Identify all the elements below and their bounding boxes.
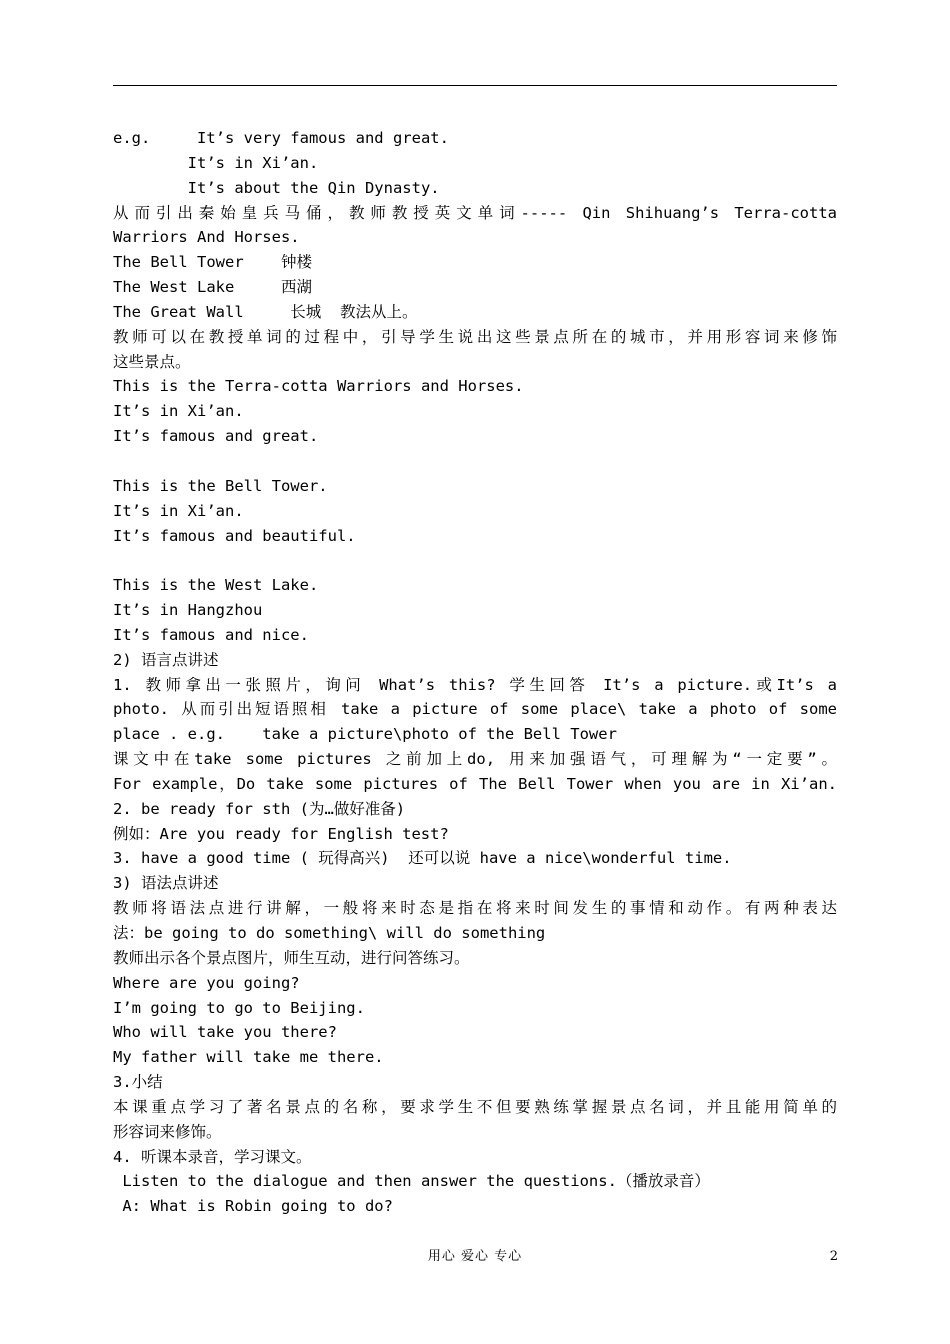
text-line: 3. have a good time ( 玩得高兴) 还可以说 have a nice\wonderful time. [113,849,732,868]
text-line: It’s famous and beautiful. [113,526,356,545]
text-line: The Great Wall 长城 教法从上。 [113,302,418,321]
text-line: place . e.g. take a picture\photo of the Bell Tower [113,725,617,744]
text-line: It’s in Xi’an. [113,402,244,421]
text-line: A: What is Robin going to do? [113,1197,393,1216]
text-line: photo. 从而引出短语照相 take a picture of some place\ take a photo of some [113,700,837,719]
text-line: 课文中在take some pictures 之前加上do, 用来加强语气，可理解为“一定要”。 [113,750,837,769]
text-line: Where are you going? [113,973,300,992]
text-line: 教师可以在教授单词的过程中，引导学生说出这些景点所在的城市，并用形容词来修饰 [113,327,837,346]
text-line: It’s famous and nice. [113,625,309,644]
text-line: I’m going to go to Beijing. [113,998,365,1017]
text-line: This is the Terra-cotta Warriors and Horses. [113,377,524,396]
text-line: The West Lake 西湖 [113,278,312,297]
text-line: e.g. It’s very famous and great. [113,129,449,147]
header-rule [113,85,837,86]
text-line: Listen to the dialogue and then answer the questions.（播放录音） [113,1172,710,1191]
text-line: 形容词来修饰。 [113,1122,222,1141]
footer-motto: 用心 爱心 专心 [427,1249,523,1264]
text-line: 教师将语法点进行讲解，一般将来时态是指在将来时间发生的事情和动作。有两种表达 [113,899,837,918]
text-line: 例如：Are you ready for English test? [113,824,449,843]
text-line: 2. be ready for sth (为…做好准备) [113,799,406,818]
text-line: 教师出示各个景点图片，师生互动，进行问答练习。 [113,948,470,967]
section-heading: 2) 语言点讲述 [113,650,219,669]
text-line: It’s in Xi’an. [113,501,244,520]
text-line: 法：be going to do something\ will do something [113,924,546,942]
section-heading: 3.小结 [113,1073,163,1092]
text-line: 这些景点。 [113,352,191,371]
text-line: 从而引出秦始皇兵马俑，教师教授英文单词----- Qin Shihuang’s Terra-cotta [113,203,837,222]
text-line: It’s in Hangzhou [113,601,263,620]
text-line: This is the Bell Tower. [113,476,328,495]
text-line: My father will take me there. [113,1048,384,1067]
document-body [113,126,837,1219]
section-heading: 3) 语法点讲述 [113,874,219,893]
text-line: 1. 教师拿出一张照片，询问 What’s this? 学生回答 It’s a picture.或It’s a [113,675,837,694]
page-number: 2 [829,1249,838,1264]
text-line: For example，Do take some pictures of The Bell Tower when you are in Xi’an. [113,774,837,793]
text-line: Who will take you there? [113,1023,337,1042]
text-line: Warriors And Horses. [113,228,300,247]
text-line: It’s in Xi’an. [113,153,319,172]
text-line: It’s famous and great. [113,427,319,446]
section-heading: 4. 听课本录音，学习课文。 [113,1147,312,1166]
text-line: 本课重点学习了著名景点的名称，要求学生不但要熟练掌握景点名词，并且能用简单的 [113,1097,837,1116]
text-line: It’s about the Qin Dynasty. [113,178,440,197]
blank-line [113,548,837,573]
blank-line [113,449,837,474]
text-line: This is the West Lake. [113,576,319,595]
text-line: The Bell Tower 钟楼 [113,253,312,272]
